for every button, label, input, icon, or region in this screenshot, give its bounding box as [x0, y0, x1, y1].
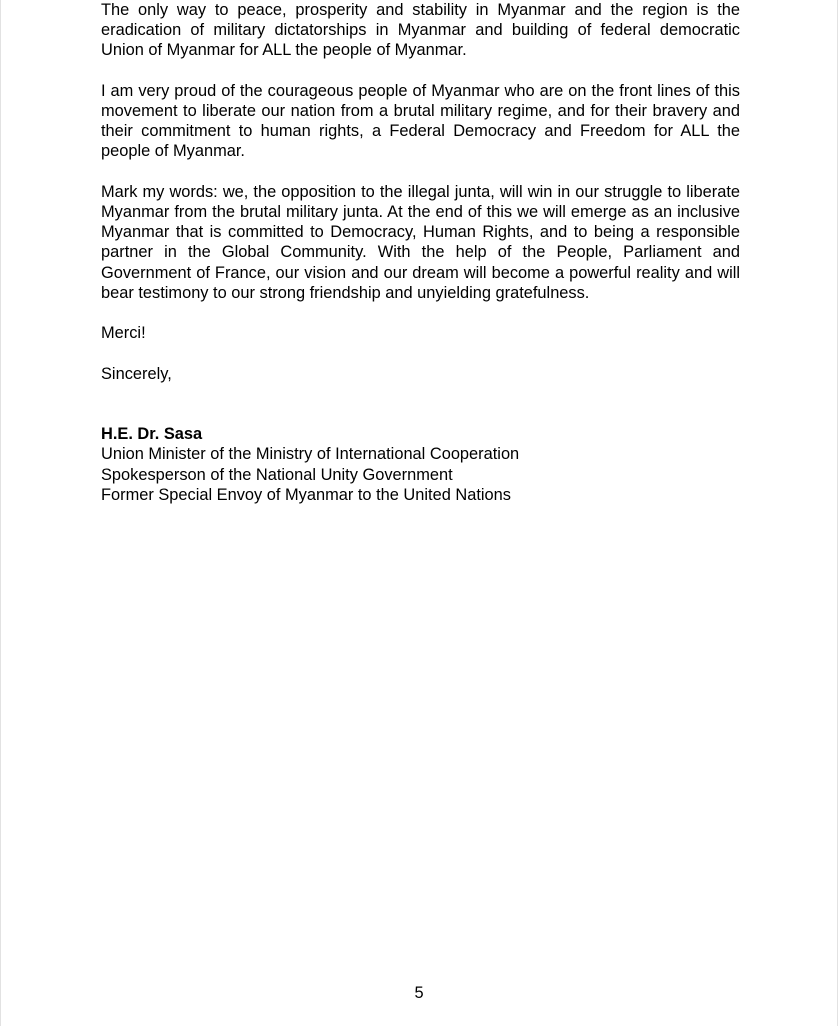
signatory-name: H.E. Dr. Sasa	[101, 425, 203, 444]
signature-block	[101, 424, 740, 505]
signatory-title: Spokesperson of the National Unity Government	[101, 465, 453, 484]
signatory-title: Union Minister of the Ministry of International Cooperation	[101, 445, 520, 464]
signatory-title: Former Special Envoy of Myanmar to the United Nations	[101, 485, 511, 504]
letter-body	[101, 0, 740, 505]
thanks-line: Merci!	[101, 324, 146, 343]
signature-space	[101, 404, 740, 424]
paragraph-pride: I am very proud of the courageous people of Myanmar who are on the front lines of this movement to liberate our nation from a brutal military regime, and for their bravery and their commitment to human rights, a Federal Democracy and Freedom for ALL the people of Myanmar.	[101, 81, 740, 161]
page-number: 5	[414, 984, 424, 1002]
paragraph-peace: The only way to peace, prosperity and stability in Myanmar and the region is the eradication of military dictatorships in Myanmar and building of federal democratic Union of Myanmar for ALL the people of Myanmar.	[101, 1, 740, 60]
paragraph-mark-my-words: Mark my words: we, the opposition to the illegal junta, will win in our struggle to liberate Myanmar from the brutal military junta. At the end of this we will emerge as an inclusive Myanmar that is committed to Democracy, Human Rights, and to being a responsible partner in the Global Community. With the help of the People, Parliament and Government of France, our vision and our dream will become a powerful reality and will bear testimony to our strong friendship and unyielding gratefulness.	[101, 182, 740, 302]
closing-line: Sincerely,	[101, 364, 172, 383]
